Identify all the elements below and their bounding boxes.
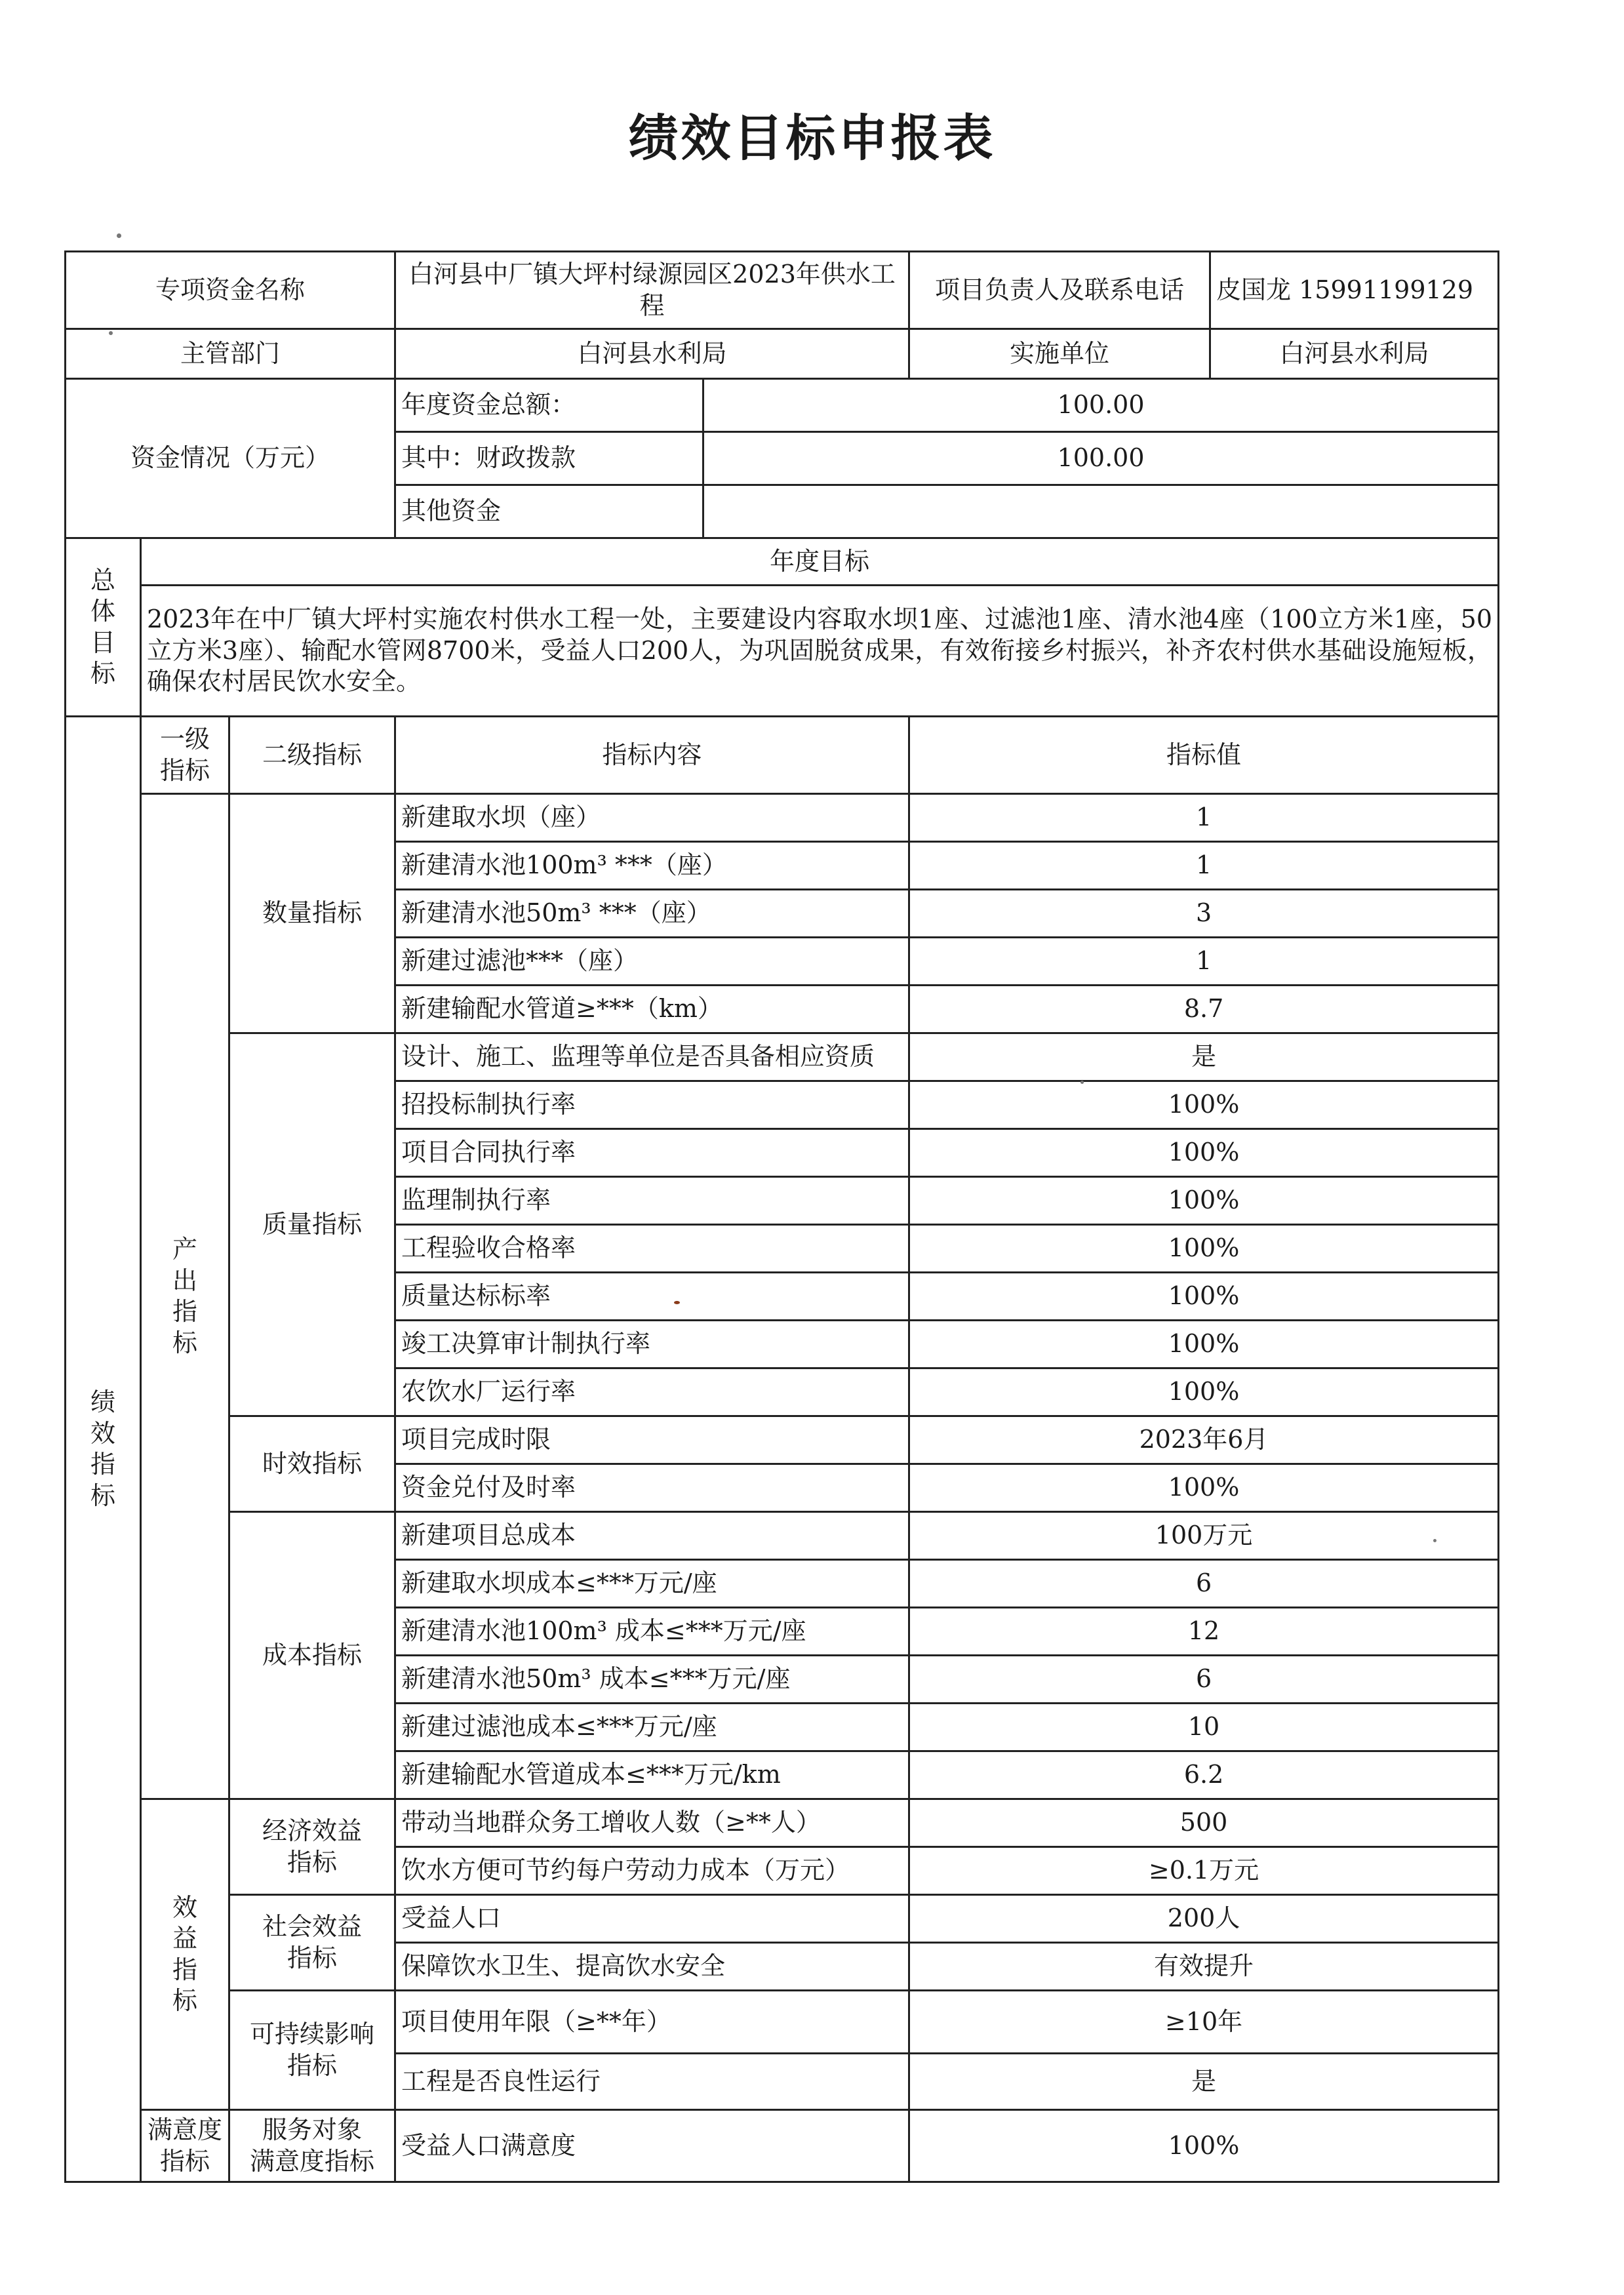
indicator-value: 100% [909,1225,1499,1273]
level2-label: 可持续影响 指标 [229,1991,395,2110]
indicator-content: 招投标制执行率 [395,1081,909,1129]
dept-value: 白河县水利局 [395,329,909,379]
indicator-content: 新建清水池100m³ 成本≤***万元/座 [395,1608,909,1656]
impl-label: 实施单位 [909,329,1210,379]
indicator-content: 设计、施工、监理等单位是否具备相应资质 [395,1033,909,1081]
indicator-content: 保障饮水卫生、提高饮水安全 [395,1943,909,1991]
level2-label: 时效指标 [229,1416,395,1512]
indicator-content: 新建项目总成本 [395,1512,909,1560]
indicator-value: 有效提升 [909,1943,1499,1991]
contact-value: 皮国龙 15991199129 [1210,252,1499,329]
indicator-content: 质量达标标率 [395,1273,909,1321]
indicator-value: 8.7 [909,986,1499,1033]
funds-total-label: 年度资金总额： [395,379,703,432]
level1-label: 产 出 指 标 [141,794,229,1799]
indicator-content: 新建清水池50m³ ***（座） [395,890,909,938]
indicators-side-label: 绩 效 指 标 [66,717,141,2182]
level1-label: 满意度 指标 [141,2110,229,2182]
indicator-content: 新建过滤池***（座） [395,938,909,986]
indicator-value: 500 [909,1799,1499,1847]
funds-other-value [703,485,1499,538]
indicator-value: 100% [909,1368,1499,1416]
content-header: 指标内容 [395,717,909,794]
scan-speck [109,331,113,335]
overall-goal-side-label: 总 体 目 标 [66,538,141,717]
indicator-content: 新建清水池50m³ 成本≤***万元/座 [395,1656,909,1704]
dept-label: 主管部门 [66,329,395,379]
indicator-value: 100% [909,1273,1499,1321]
indicator-content: 监理制执行率 [395,1177,909,1225]
indicator-content: 竣工决算审计制执行率 [395,1321,909,1368]
level2-label: 经济效益 指标 [229,1799,395,1895]
scan-speck [674,1301,680,1304]
annual-goal-text: 2023年在中厂镇大坪村实施农村供水工程一处，主要建设内容取水坝1座、过滤池1座、清水池4座（100立方米1座，50立方米3座）、输配水管网8700米，受益人口200人，为巩固脱贫成果，有效衔接乡村振兴，补齐农村供水基础设施短板，确保农村居民饮水安全。 [141,586,1499,717]
indicator-value: ≥10年 [909,1991,1499,2054]
level1-header: 一级 指标 [141,717,229,794]
scan-speck [117,233,121,238]
level1-label: 效 益 指 标 [141,1799,229,2110]
funds-fiscal-label: 其中：财政拨款 [395,432,703,485]
indicator-value: 6.2 [909,1751,1499,1799]
indicator-row [66,1895,1499,1943]
indicator-value: 10 [909,1704,1499,1751]
indicator-row [66,1033,1499,1081]
indicator-content: 工程验收合格率 [395,1225,909,1273]
indicator-content: 农饮水厂运行率 [395,1368,909,1416]
fund-name-label: 专项资金名称 [66,252,395,329]
indicator-value: 6 [909,1656,1499,1704]
indicator-value: 是 [909,2054,1499,2110]
level2-label: 成本指标 [229,1512,395,1799]
scan-speck [1080,1081,1084,1084]
indicator-value: 1 [909,938,1499,986]
indicator-value: 100% [909,1464,1499,1512]
indicator-row [66,2110,1499,2182]
indicator-content: 工程是否良性运行 [395,2054,909,2110]
indicator-content: 饮水方便可节约每户劳动力成本（万元） [395,1847,909,1895]
indicator-value: ≥0.1万元 [909,1847,1499,1895]
indicator-value: 100% [909,2110,1499,2182]
indicator-content: 受益人口满意度 [395,2110,909,2182]
indicator-value: 3 [909,890,1499,938]
impl-value: 白河县水利局 [1210,329,1499,379]
scan-speck [1433,1539,1436,1542]
indicator-content: 新建取水坝（座） [395,794,909,842]
indicator-content: 带动当地群众务工增收人数（≥**人） [395,1799,909,1847]
indicator-value: 100% [909,1081,1499,1129]
funds-label: 资金情况（万元） [66,379,395,538]
indicator-content: 项目完成时限 [395,1416,909,1464]
level2-label: 质量指标 [229,1033,395,1416]
indicator-content: 新建过滤池成本≤***万元/座 [395,1704,909,1751]
indicator-content: 项目合同执行率 [395,1129,909,1177]
indicator-content: 新建输配水管道成本≤***万元/km [395,1751,909,1799]
indicator-value: 2023年6月 [909,1416,1499,1464]
indicator-value: 100% [909,1177,1499,1225]
level2-label: 社会效益 指标 [229,1895,395,1991]
indicator-value: 100% [909,1321,1499,1368]
indicator-value: 12 [909,1608,1499,1656]
indicator-value: 100% [909,1129,1499,1177]
indicator-value: 6 [909,1560,1499,1608]
fund-name-value: 白河县中厂镇大坪村绿源园区2023年供水工程 [395,252,909,329]
funds-fiscal-value: 100.00 [703,432,1499,485]
indicator-content: 受益人口 [395,1895,909,1943]
value-header: 指标值 [909,717,1499,794]
page-title: 绩效目标申报表 [628,109,996,167]
indicator-value: 200人 [909,1895,1499,1943]
performance-target-table [64,250,1499,2183]
indicator-content: 项目使用年限（≥**年） [395,1991,909,2054]
indicator-row [66,1416,1499,1464]
indicator-content: 新建清水池100m³ ***（座） [395,842,909,890]
level2-header: 二级指标 [229,717,395,794]
indicator-row [66,794,1499,842]
indicator-value: 1 [909,842,1499,890]
indicator-row [66,1799,1499,1847]
level2-label: 数量指标 [229,794,395,1033]
indicator-row [66,1512,1499,1560]
level2-label: 服务对象 满意度指标 [229,2110,395,2182]
indicator-value: 100万元 [909,1512,1499,1560]
funds-total-value: 100.00 [703,379,1499,432]
indicator-row [66,1991,1499,2054]
indicator-content: 新建输配水管道≥***（km） [395,986,909,1033]
funds-other-label: 其他资金 [395,485,703,538]
indicator-content: 新建取水坝成本≤***万元/座 [395,1560,909,1608]
annual-goal-header: 年度目标 [141,538,1499,586]
contact-label: 项目负责人及联系电话 [909,252,1210,329]
indicator-value: 1 [909,794,1499,842]
indicator-value: 是 [909,1033,1499,1081]
indicator-content: 资金兑付及时率 [395,1464,909,1512]
